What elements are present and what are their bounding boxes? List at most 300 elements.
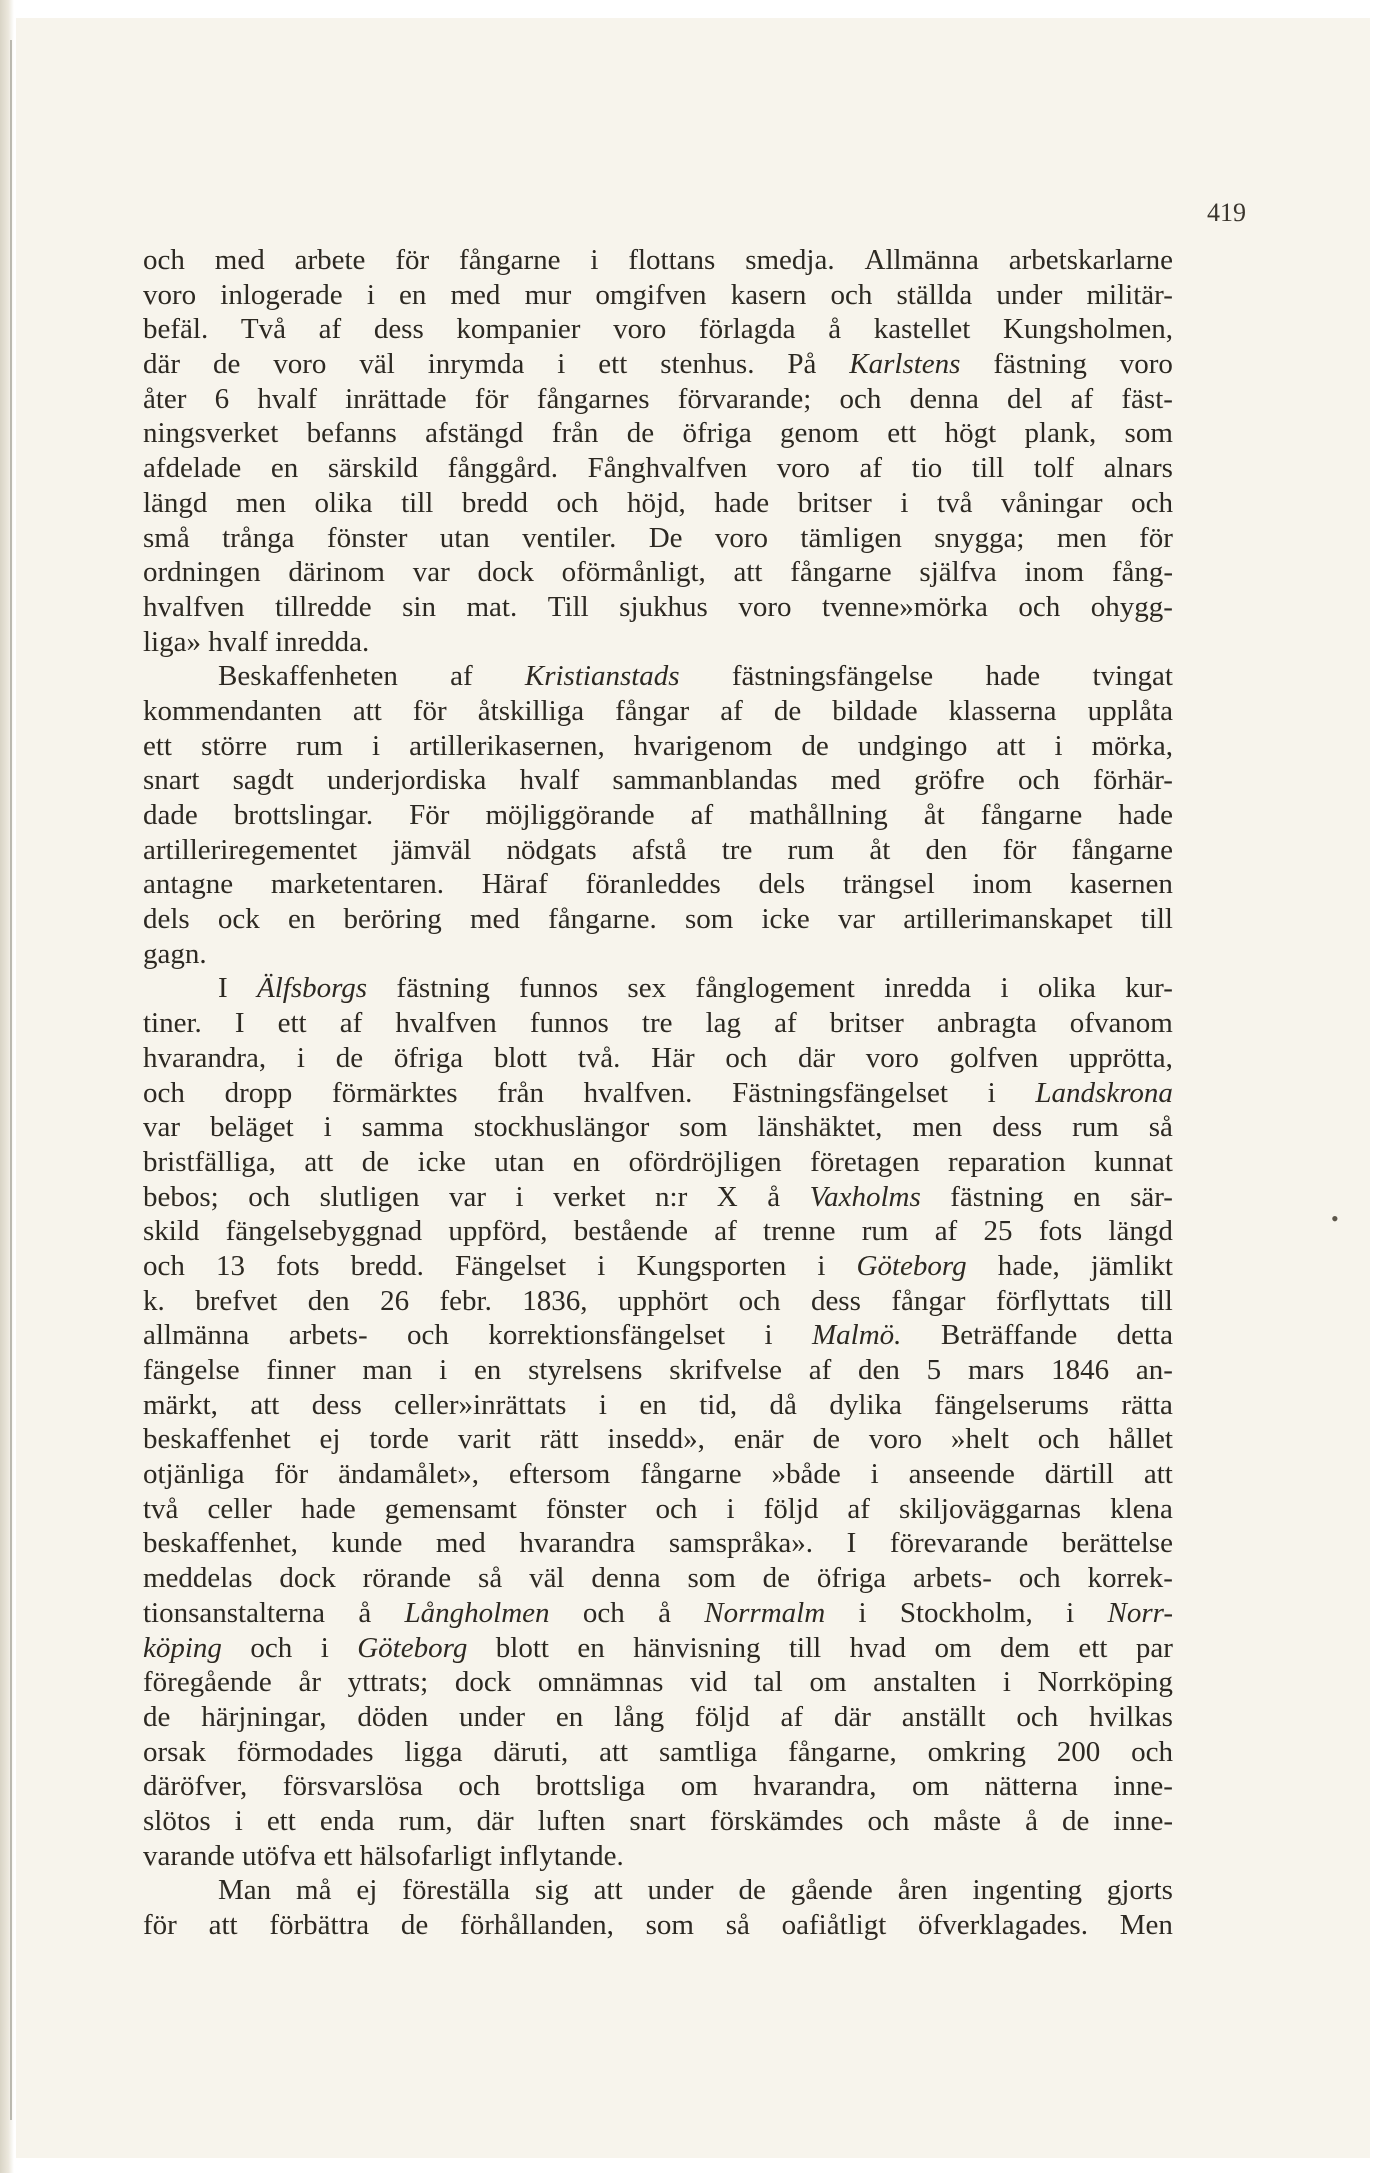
word: britser (797, 486, 872, 519)
word: i (764, 1319, 773, 1352)
word: anställt (901, 1700, 986, 1733)
word: hvalfven. (583, 1076, 693, 1109)
word: sin (402, 590, 436, 623)
text-line (143, 555, 1173, 590)
word: en (270, 452, 299, 485)
word: beröring (343, 903, 442, 936)
text-line (143, 937, 1173, 972)
word: härjningar, (201, 1700, 327, 1733)
word: ventiler. (522, 521, 617, 554)
word: yttrats; (347, 1666, 429, 1699)
text-line (143, 1735, 1173, 1770)
page-number: 419 (1207, 198, 1246, 227)
text-line (143, 1388, 1173, 1423)
text-line (143, 694, 1173, 729)
word: förmärktes (331, 1076, 458, 1109)
word: där (143, 348, 181, 381)
word: två (937, 486, 973, 519)
word: som (1124, 417, 1173, 450)
word: dade (143, 799, 198, 831)
word: de (773, 694, 802, 727)
word: finner (266, 1354, 336, 1386)
word: ingenting (972, 1874, 1083, 1907)
word: samtliga (658, 1735, 758, 1768)
text-line (143, 416, 1173, 451)
word: hälsofarligt (359, 1839, 492, 1872)
word: »både (771, 1458, 841, 1491)
word: för (143, 1909, 177, 1941)
word: Vaxholms (809, 1180, 921, 1213)
word: skrifvelse (669, 1354, 782, 1386)
word: med (435, 1527, 486, 1560)
word: par (1135, 1631, 1173, 1664)
word: och (1016, 1700, 1059, 1733)
word: af (318, 313, 342, 346)
word: där (476, 1804, 514, 1837)
word: fängelserums (934, 1388, 1089, 1421)
word: förskämdes (709, 1804, 844, 1837)
word: plank, (1024, 417, 1097, 450)
word: och (839, 382, 882, 415)
word: beskaffenhet (143, 1423, 291, 1456)
word: var (838, 903, 876, 936)
word: hvilkas (1089, 1700, 1173, 1733)
word: i (366, 278, 375, 311)
word: utan (439, 521, 490, 554)
word: fånglogement (695, 972, 855, 1005)
text-line (143, 1422, 1173, 1457)
word: åren (897, 1874, 948, 1907)
word: åtskilliga (477, 694, 585, 727)
text-line (143, 971, 1173, 1006)
word: kastellet (873, 313, 971, 346)
word: hvalf (208, 625, 268, 658)
word: å (767, 1180, 781, 1213)
word: och (248, 1180, 291, 1213)
word: arbete (294, 244, 366, 276)
word: fångarne (980, 799, 1083, 831)
word: »helt (950, 1423, 1009, 1456)
word: tvenne»mörka (822, 590, 988, 623)
word: icke (417, 1145, 466, 1178)
word: celler (207, 1492, 272, 1525)
word: bredd (461, 486, 528, 519)
word: till (401, 486, 434, 519)
word: fots (1038, 1215, 1083, 1248)
word: sär- (1130, 1180, 1173, 1213)
word: och (407, 1319, 449, 1352)
word: 5 (926, 1354, 942, 1386)
word: gemensamt (384, 1492, 517, 1525)
word: kunde (331, 1527, 403, 1560)
word: under (996, 278, 1063, 311)
word: å (828, 313, 842, 346)
word: bestående (573, 1215, 689, 1248)
word: af (859, 452, 883, 485)
word: länshäktet, (757, 1111, 883, 1144)
word: och (143, 1249, 185, 1282)
word: dock (454, 1666, 512, 1699)
word: i (371, 729, 380, 762)
word: dels (143, 903, 190, 936)
text-line (143, 1526, 1173, 1561)
word: alnars (1103, 452, 1173, 485)
word: i (1000, 972, 1009, 1005)
word: öfriga (816, 1562, 887, 1595)
word: hänvisning (633, 1631, 761, 1664)
word: och (725, 1041, 768, 1074)
text-line (143, 486, 1173, 521)
word: med (830, 764, 881, 797)
word: de (335, 1041, 364, 1074)
word: Två (240, 313, 286, 346)
word: men (1056, 521, 1107, 554)
word: celler»inrättats (394, 1388, 567, 1421)
word: tillredde (274, 590, 372, 623)
word: sjukhus (619, 590, 708, 623)
word: och (582, 1596, 625, 1629)
word: kur- (1125, 972, 1173, 1005)
word: i (1002, 1666, 1011, 1699)
word: afstängd (425, 417, 524, 450)
word: mathållning (749, 799, 888, 831)
word: den (307, 1284, 350, 1317)
word: kompanier (456, 313, 581, 346)
word: å (1025, 1804, 1038, 1837)
word: fönster (326, 521, 408, 554)
word: de (762, 1562, 791, 1595)
word: så (1148, 1111, 1173, 1144)
word: att (996, 729, 1026, 762)
word: samspråka». (668, 1527, 814, 1560)
word: att (250, 1388, 280, 1421)
word: an- (1135, 1354, 1173, 1386)
word: klena (1110, 1492, 1173, 1525)
text-line (143, 659, 1173, 694)
word: upphört (617, 1284, 709, 1317)
word: i (1066, 1596, 1075, 1629)
word: af (339, 1007, 363, 1040)
word: voro (776, 452, 830, 485)
word: från (551, 417, 599, 450)
word: hvalf (257, 382, 317, 415)
word: voro (738, 590, 792, 623)
word: dess (373, 313, 424, 346)
text-line (143, 382, 1173, 417)
word: Häraf (481, 868, 548, 901)
text-line (143, 625, 1173, 660)
word: att (599, 1735, 629, 1768)
word: de (361, 1145, 390, 1178)
word: anseende (908, 1458, 1015, 1491)
text-line (143, 729, 1173, 764)
word: och (1131, 1735, 1173, 1768)
word: voro (865, 1041, 919, 1074)
word: utöfva (242, 1839, 317, 1872)
word: beskaffenhet, (143, 1527, 298, 1560)
word: som (687, 1562, 736, 1595)
word: sammanblandas (612, 764, 798, 797)
word: och (556, 486, 599, 519)
word: ofördröjligen (628, 1145, 782, 1178)
text-line (143, 1700, 1173, 1735)
word: af (714, 1215, 737, 1248)
word: föranleddes (585, 868, 721, 901)
word: inne- (1113, 1770, 1173, 1803)
word: som (645, 1909, 694, 1941)
word: hvarandra (519, 1527, 636, 1560)
word: i (870, 1458, 879, 1491)
word: de (801, 729, 829, 762)
word: fångar (615, 694, 690, 727)
word: hvarandra, (753, 1770, 877, 1803)
word: kommendanten (143, 694, 322, 727)
word: smedja. (745, 244, 835, 276)
text-line (143, 1076, 1173, 1111)
word: hvarigenom (633, 729, 773, 762)
word: under (647, 1874, 714, 1907)
word: omnämnas (537, 1666, 664, 1699)
text-line (143, 1353, 1173, 1388)
word: fästning (950, 1180, 1044, 1213)
word: Men (1119, 1909, 1173, 1941)
body-text (143, 243, 1173, 1943)
word: af (450, 660, 473, 693)
word: möjliggörande (485, 799, 655, 831)
word: artilleriregementet (143, 833, 358, 866)
word: kunnat (1094, 1145, 1173, 1178)
word: där (833, 1700, 871, 1733)
word: då (769, 1388, 797, 1421)
word: inom (1024, 556, 1085, 589)
word: tre (641, 1007, 673, 1040)
word: befanns (306, 417, 397, 450)
word: för (1002, 833, 1037, 866)
text-line (143, 1804, 1173, 1839)
word: längd (1108, 1215, 1173, 1248)
word: n:r (655, 1180, 688, 1213)
word: rum (1072, 1111, 1119, 1144)
word: antagne (143, 868, 234, 901)
word: För (409, 799, 450, 831)
word: bildade (832, 694, 918, 727)
word: en (287, 903, 316, 936)
word: Man (218, 1874, 272, 1907)
word: anstalten (873, 1666, 977, 1699)
word: i (439, 1354, 448, 1386)
word: hvalfven (143, 590, 245, 623)
word: trängsel (842, 868, 935, 901)
word: slötos (143, 1804, 211, 1837)
word: i (597, 1249, 606, 1282)
word: mars (967, 1354, 1025, 1386)
text-line (143, 1769, 1173, 1804)
word: tionsanstalterna (143, 1596, 326, 1629)
word: oförmånligt, (561, 556, 706, 589)
word: väl (529, 1562, 565, 1595)
text-line (143, 1214, 1173, 1249)
word: De (648, 521, 683, 554)
word: fästningsfängelse (731, 660, 934, 693)
word: afstå (631, 833, 687, 866)
word: ett (266, 1804, 296, 1837)
word: skiljoväggarnas (899, 1492, 1082, 1525)
scan-edge-line (10, 40, 12, 2120)
word: Kristianstads (524, 660, 680, 693)
word: som (679, 1111, 728, 1144)
word: om (809, 1666, 847, 1699)
word: att (1143, 1458, 1173, 1491)
word: förlagda (698, 313, 796, 346)
word: tio (911, 452, 943, 485)
word: af (690, 799, 714, 831)
word: för (1139, 521, 1173, 554)
word: samma (361, 1111, 444, 1144)
text-line (143, 1596, 1173, 1631)
word: gagn. (143, 937, 207, 970)
word: en (639, 1388, 667, 1421)
word: hvad (849, 1631, 907, 1664)
word: Fästningsfängelset (732, 1076, 948, 1109)
word: 6 (214, 382, 230, 415)
text-line (143, 902, 1173, 937)
word: och (1018, 1562, 1061, 1595)
word: ligga (404, 1735, 463, 1768)
word: hade (714, 486, 770, 519)
word: öfriga (682, 417, 752, 450)
word: Till (547, 590, 589, 623)
word: I (846, 1527, 857, 1560)
word: brottsliga (535, 1770, 646, 1803)
word: förmodades (236, 1735, 374, 1768)
word: k. (143, 1284, 165, 1317)
word: ningsverket (143, 417, 279, 450)
word: fästning (993, 348, 1087, 381)
word: stockhuslängor (473, 1111, 650, 1144)
word: att (593, 1874, 623, 1907)
text-line (143, 763, 1173, 798)
word: mat. (466, 590, 518, 623)
word: förbättra (269, 1909, 370, 1941)
word: utan (494, 1145, 545, 1178)
word: under (459, 1700, 526, 1733)
word: af (774, 1007, 797, 1040)
word: och (143, 1076, 185, 1109)
word: dels (758, 868, 806, 901)
word: arbets- (913, 1562, 992, 1595)
word: ett (143, 729, 172, 762)
word: olika (314, 486, 373, 519)
word: därinom (288, 556, 385, 589)
word: med (450, 278, 501, 311)
word: de (738, 1874, 766, 1907)
word: styrelsens (528, 1354, 643, 1386)
word: hvarandra, (143, 1041, 267, 1074)
text-line (143, 347, 1173, 382)
word: 1846 (1051, 1354, 1110, 1386)
word: stenhus. (660, 348, 755, 381)
word: tal (753, 1666, 783, 1699)
word: hade (1118, 799, 1173, 831)
text-line (143, 1006, 1173, 1041)
word: i (296, 1041, 305, 1074)
word: varit (457, 1423, 511, 1456)
word: och (1017, 764, 1060, 797)
word: fönster (545, 1492, 627, 1525)
word: för (395, 244, 430, 276)
word: Stockholm, (899, 1596, 1033, 1629)
word: en (577, 1631, 605, 1664)
word: eftersom (508, 1458, 611, 1491)
word: fäst- (1121, 382, 1173, 415)
word: i (590, 244, 599, 276)
word: blott (495, 1631, 549, 1664)
word: Här (651, 1041, 695, 1074)
word: och (655, 1492, 698, 1525)
word: nödgats (506, 833, 597, 866)
word: med (214, 244, 265, 276)
word: voro (273, 348, 327, 381)
word: våningar (1001, 486, 1103, 519)
text-line (143, 1318, 1173, 1353)
word: detta (1116, 1319, 1173, 1352)
word: del (1007, 382, 1043, 415)
word: snart (143, 764, 200, 797)
word: och (458, 1770, 501, 1803)
word: trenne (763, 1215, 836, 1248)
word: marketentaren. (270, 868, 444, 901)
word: särskild (327, 452, 419, 485)
word: af (847, 1492, 870, 1525)
word: jämväl (392, 833, 472, 866)
text-line (143, 451, 1173, 486)
word: inlogerade (220, 278, 343, 311)
word: å (358, 1596, 372, 1629)
word: verket (553, 1180, 626, 1213)
word: så (478, 1562, 503, 1595)
word: fångarne (790, 556, 892, 589)
word: tid, (699, 1388, 738, 1421)
word: anbragta (936, 1007, 1037, 1040)
word: artillerimanskapet (903, 903, 1113, 936)
word: vid (690, 1666, 728, 1699)
word: nätterna (984, 1770, 1078, 1803)
word: till (788, 1631, 822, 1664)
word: sex (627, 972, 667, 1005)
word: voro (868, 1423, 923, 1456)
word: Kungsholmen, (1003, 313, 1173, 346)
text-line (143, 1561, 1173, 1596)
word: högt (944, 417, 997, 450)
word: bebos; (143, 1180, 219, 1213)
word: fångarne (459, 244, 561, 276)
word: flottans (628, 244, 716, 276)
text-line (143, 833, 1173, 868)
word: förhär- (1093, 764, 1173, 797)
word: inne- (1113, 1804, 1173, 1837)
word: längd (143, 486, 208, 519)
word: tvingat (1092, 660, 1173, 693)
word: af (808, 1354, 832, 1386)
word: dess (810, 1284, 861, 1317)
word: en (555, 1700, 584, 1733)
word: enda (319, 1804, 375, 1837)
word: Malmö. (812, 1319, 902, 1352)
word: enär (733, 1423, 784, 1456)
word: försvarslösa (282, 1770, 423, 1803)
text-line (143, 521, 1173, 556)
text-line (143, 1457, 1173, 1492)
